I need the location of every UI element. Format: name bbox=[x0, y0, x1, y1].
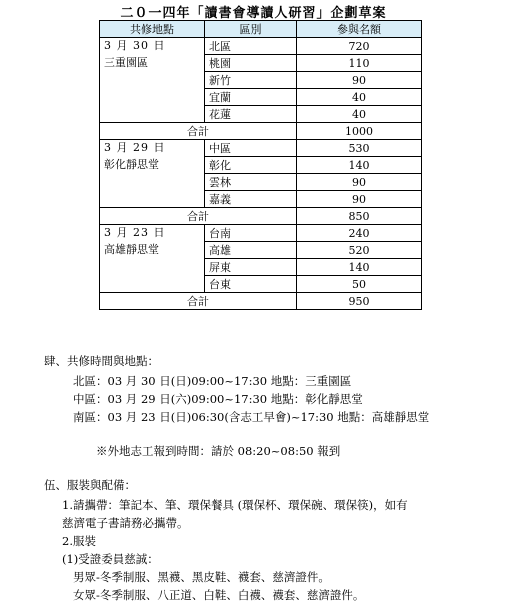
region-cell: 新竹 bbox=[205, 72, 297, 89]
count-cell: 90 bbox=[297, 174, 422, 191]
schedule-line-south: 南區：03 月 23 日(日)06:30(含志工早會)~17:30 地點：高雄靜思堂 bbox=[73, 410, 430, 424]
count-cell: 110 bbox=[297, 55, 422, 72]
document-title: 二０一四年「讀書會導讀人研習」企劃草案 bbox=[120, 6, 387, 21]
region-cell: 台南 bbox=[205, 225, 297, 242]
subtotal-value: 1000 bbox=[297, 123, 422, 140]
region-cell: 屏東 bbox=[205, 259, 297, 276]
count-cell: 240 bbox=[297, 225, 422, 242]
schedule-line-central: 中區：03 月 29 日(六)09:00~17:30 地點：彰化靜思堂 bbox=[73, 392, 363, 406]
count-cell: 720 bbox=[297, 38, 422, 55]
group-place: 彰化靜思堂 bbox=[104, 158, 159, 171]
region-cell: 宜蘭 bbox=[205, 89, 297, 106]
male-attire: 男眾-冬季制服、黑襪、黑皮鞋、襪套、慈濟證件。 bbox=[73, 570, 330, 584]
header-quota: 參與名額 bbox=[297, 21, 422, 38]
section-heading: 伍、服裝與配備： bbox=[44, 478, 136, 492]
table-row bbox=[100, 140, 422, 157]
group-location-central bbox=[100, 140, 205, 208]
participant-table bbox=[99, 20, 422, 310]
header-location: 共修地點 bbox=[100, 21, 205, 38]
group-location-south bbox=[100, 225, 205, 293]
table-header-row bbox=[100, 21, 422, 38]
count-cell: 140 bbox=[297, 157, 422, 174]
group-date: 3 月 29 日 bbox=[104, 141, 166, 154]
subtotal-value: 850 bbox=[297, 208, 422, 225]
table-row bbox=[100, 225, 422, 242]
item2-label: 2.服裝 bbox=[62, 534, 96, 548]
group-date: 3 月 30 日 bbox=[104, 39, 166, 52]
subtotal-row bbox=[100, 208, 422, 225]
checkin-note: ※外地志工報到時間：請於 08:20~08:50 報到 bbox=[96, 444, 341, 458]
count-cell: 40 bbox=[297, 106, 422, 123]
count-cell: 90 bbox=[297, 191, 422, 208]
region-cell: 桃園 bbox=[205, 55, 297, 72]
table-row bbox=[100, 38, 422, 55]
item1-line2: 慈濟電子書請務必攜帶。 bbox=[62, 516, 189, 530]
count-cell: 50 bbox=[297, 276, 422, 293]
group-location-north bbox=[100, 38, 205, 123]
count-cell: 140 bbox=[297, 259, 422, 276]
count-cell: 90 bbox=[297, 72, 422, 89]
subtotal-row bbox=[100, 293, 422, 310]
subtotal-value: 950 bbox=[297, 293, 422, 310]
region-cell: 嘉義 bbox=[205, 191, 297, 208]
item2-sub: (1)受證委員慈誠： bbox=[62, 552, 159, 566]
group-place: 高雄靜思堂 bbox=[104, 243, 159, 256]
subtotal-row bbox=[100, 123, 422, 140]
region-cell: 彰化 bbox=[205, 157, 297, 174]
region-cell: 中區 bbox=[205, 140, 297, 157]
section-heading: 肆、共修時間與地點： bbox=[44, 354, 159, 368]
group-date: 3 月 23 日 bbox=[104, 226, 166, 239]
region-cell: 雲林 bbox=[205, 174, 297, 191]
group-place: 三重園區 bbox=[104, 56, 148, 69]
region-cell: 北區 bbox=[205, 38, 297, 55]
item1-line1: 1.請攜帶：筆記本、筆、環保餐具 (環保杯、環保碗、環保筷)，如有 bbox=[62, 498, 408, 512]
schedule-line-north: 北區：03 月 30 日(日)09:00~17:30 地點：三重園區 bbox=[73, 374, 352, 388]
header-region: 區別 bbox=[205, 21, 297, 38]
subtotal-label: 合計 bbox=[100, 123, 297, 140]
region-cell: 高雄 bbox=[205, 242, 297, 259]
female-attire: 女眾-冬季制服、八正道、白鞋、白襪、襪套、慈濟證件。 bbox=[73, 588, 365, 602]
count-cell: 530 bbox=[297, 140, 422, 157]
region-cell: 台東 bbox=[205, 276, 297, 293]
region-cell: 花蓮 bbox=[205, 106, 297, 123]
subtotal-label: 合計 bbox=[100, 208, 297, 225]
count-cell: 520 bbox=[297, 242, 422, 259]
subtotal-label: 合計 bbox=[100, 293, 297, 310]
count-cell: 40 bbox=[297, 89, 422, 106]
